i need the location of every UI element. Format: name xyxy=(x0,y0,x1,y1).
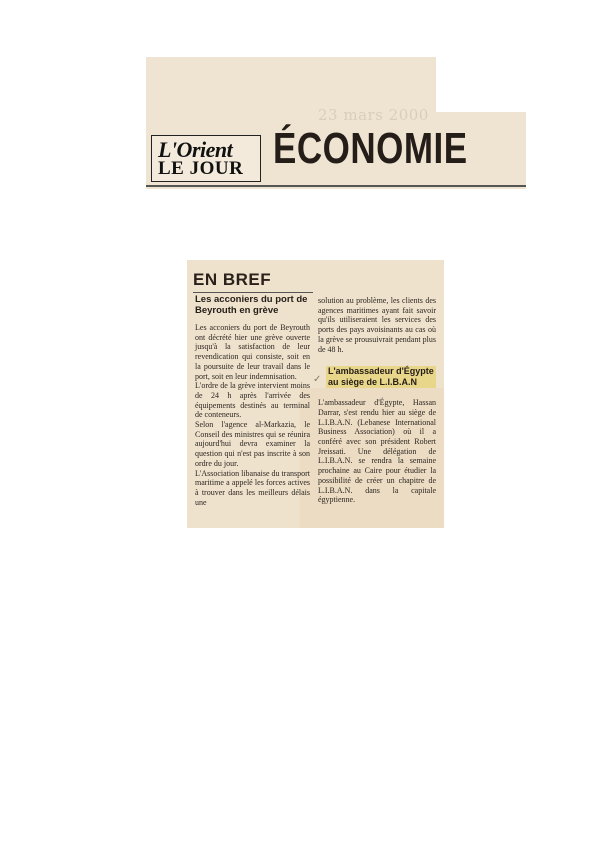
rubric-rule xyxy=(193,292,313,293)
rubric-title: EN BREF xyxy=(193,270,272,289)
section-rule xyxy=(146,185,526,187)
article-column-right xyxy=(318,296,436,505)
item1-body-right: solution au problème, les clients des agences maritimes ayant fait savoir qu'ils utiliseraient les services des ports des pays avoisinants au cas où la grève se prousuivrait pendant plus de 48 h. xyxy=(318,296,436,354)
item2-headline: L'ambassadeur d'Égypte au siège de L.I.B.A.N xyxy=(326,366,436,388)
logo-line-1: L'Orient xyxy=(158,137,233,162)
item1-headline: Les acconiers du port de Beyrouth en grève xyxy=(195,294,308,316)
item2-body: L'ambassadeur d'Égypte, Hassan Darrar, s'est rendu hier au siège de L.I.B.A.N. (Lebanese International Business Association) où il a conféré avec son président Robert Jreissati. Une délégation de L.I.B.A.N. se rendra la semaine prochaine au Caire pour étudier la possibilité de créer un chapitre de L.I.B.A.N. dans la capitale égyptienne. xyxy=(318,398,436,505)
logo-line-2: LE JOUR xyxy=(158,158,244,179)
newspaper-logo xyxy=(151,135,261,182)
pen-mark-icon: ✓ xyxy=(313,374,322,385)
item1-body-left: Les acconiers du port de Beyrouth ont décrété hier une grève ouverte jusqu'à la satisfaction de leur revendication qui consiste, soit en la poursuite de leur travail dans le port, soit en leur indemnisation. L'ordre de la grève intervient moins de 24 h après l'arrivée des équipements destinés au terminal de conteneurs. Selon l'agence al-Markazia, le Conseil des ministres qui se réunira aujourd'hui devra examiner la question qui n'est pas inscrite à son ordre du jour. L'Association libanaise du transport maritime a appelé les forces actives à trouver dans les meilleurs délais une xyxy=(195,323,310,507)
date-stamp: 23 mars 2000 xyxy=(318,106,429,124)
section-title: ÉCONOMIE xyxy=(273,124,468,173)
article-column-left xyxy=(195,294,310,507)
